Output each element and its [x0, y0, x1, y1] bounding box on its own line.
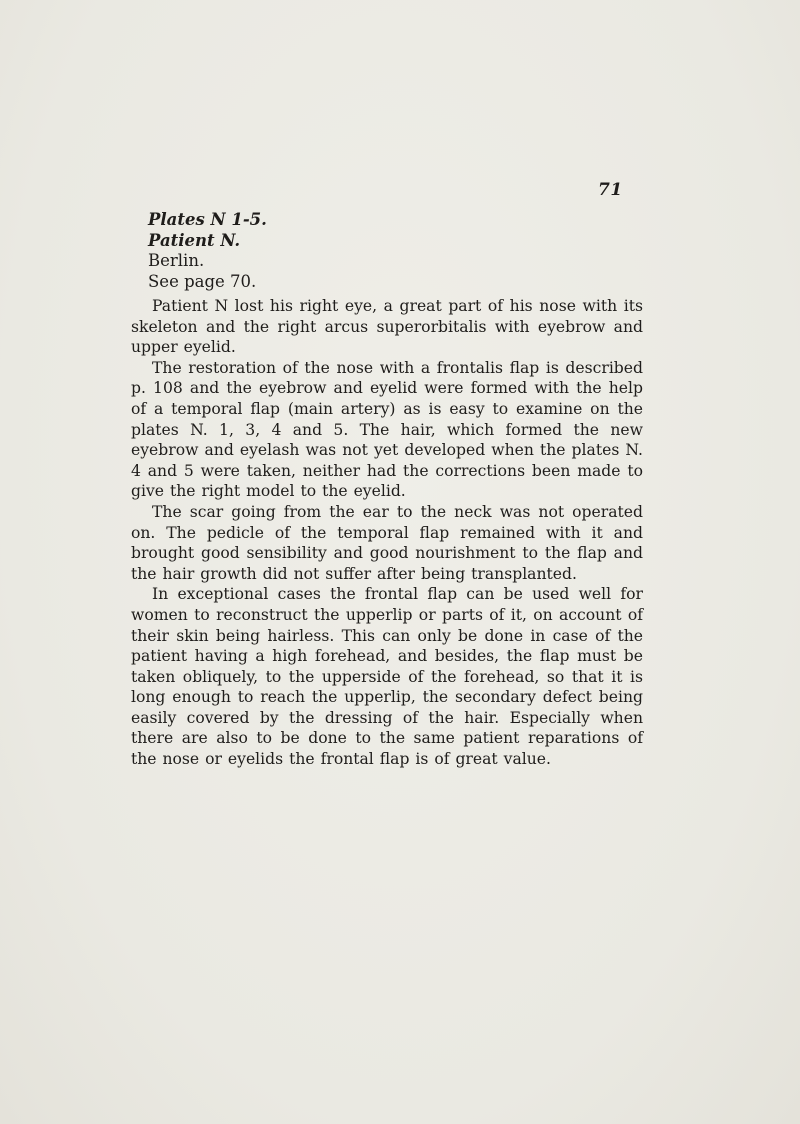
paragraph: The restoration of the nose with a frontalis flap is described p. 108 and the eyebrow and eyelid were formed with the help of a temporal flap (main artery) as is easy to examine on the plates N. 1, 3, 4 and 5. The hair, which formed the new eyebrow and eyelash was not yet developed when the plates N. 4 and 5 were taken, neither had the corrections been made to give the right model to the eyelid. — [131, 358, 643, 501]
see-page-reference: See page 70. — [148, 271, 257, 291]
paragraph: Patient N lost his right eye, a great part of his nose with its skeleton and the right arcus superorbitalis with eyebrow and upper eyelid. — [131, 297, 643, 357]
paragraph: In exceptional cases the frontal flap can be used well for women to reconstruct the upperlip or parts of it, on account of their skin being hairless. This can only be done in case of the patient having a high forehead, and besides, the flap must be taken obliquely, to the upperside of the forehead, so that it is long enough to reach the upperlip, the secondary defect being easily covered by the dressing of the hair. Especially when there are also to be done to the same patient reparations of the nose or eyelids the frontal flap is of great value. — [131, 585, 643, 769]
plates-reference: Plates N 1-5. — [148, 210, 267, 229]
city-label: Berlin. — [148, 251, 205, 270]
body-text — [131, 296, 643, 770]
paragraph: The scar going from the ear to the neck was not operated on. The pedicle of the temporal flap remained with it and brought good sensibility and good nourishment to the flap and the hair growth did not suffer after being transplanted. — [131, 502, 643, 583]
patient-label: Patient N. — [148, 230, 241, 250]
plate-caption — [148, 210, 267, 292]
page-number: 71 — [598, 180, 623, 200]
